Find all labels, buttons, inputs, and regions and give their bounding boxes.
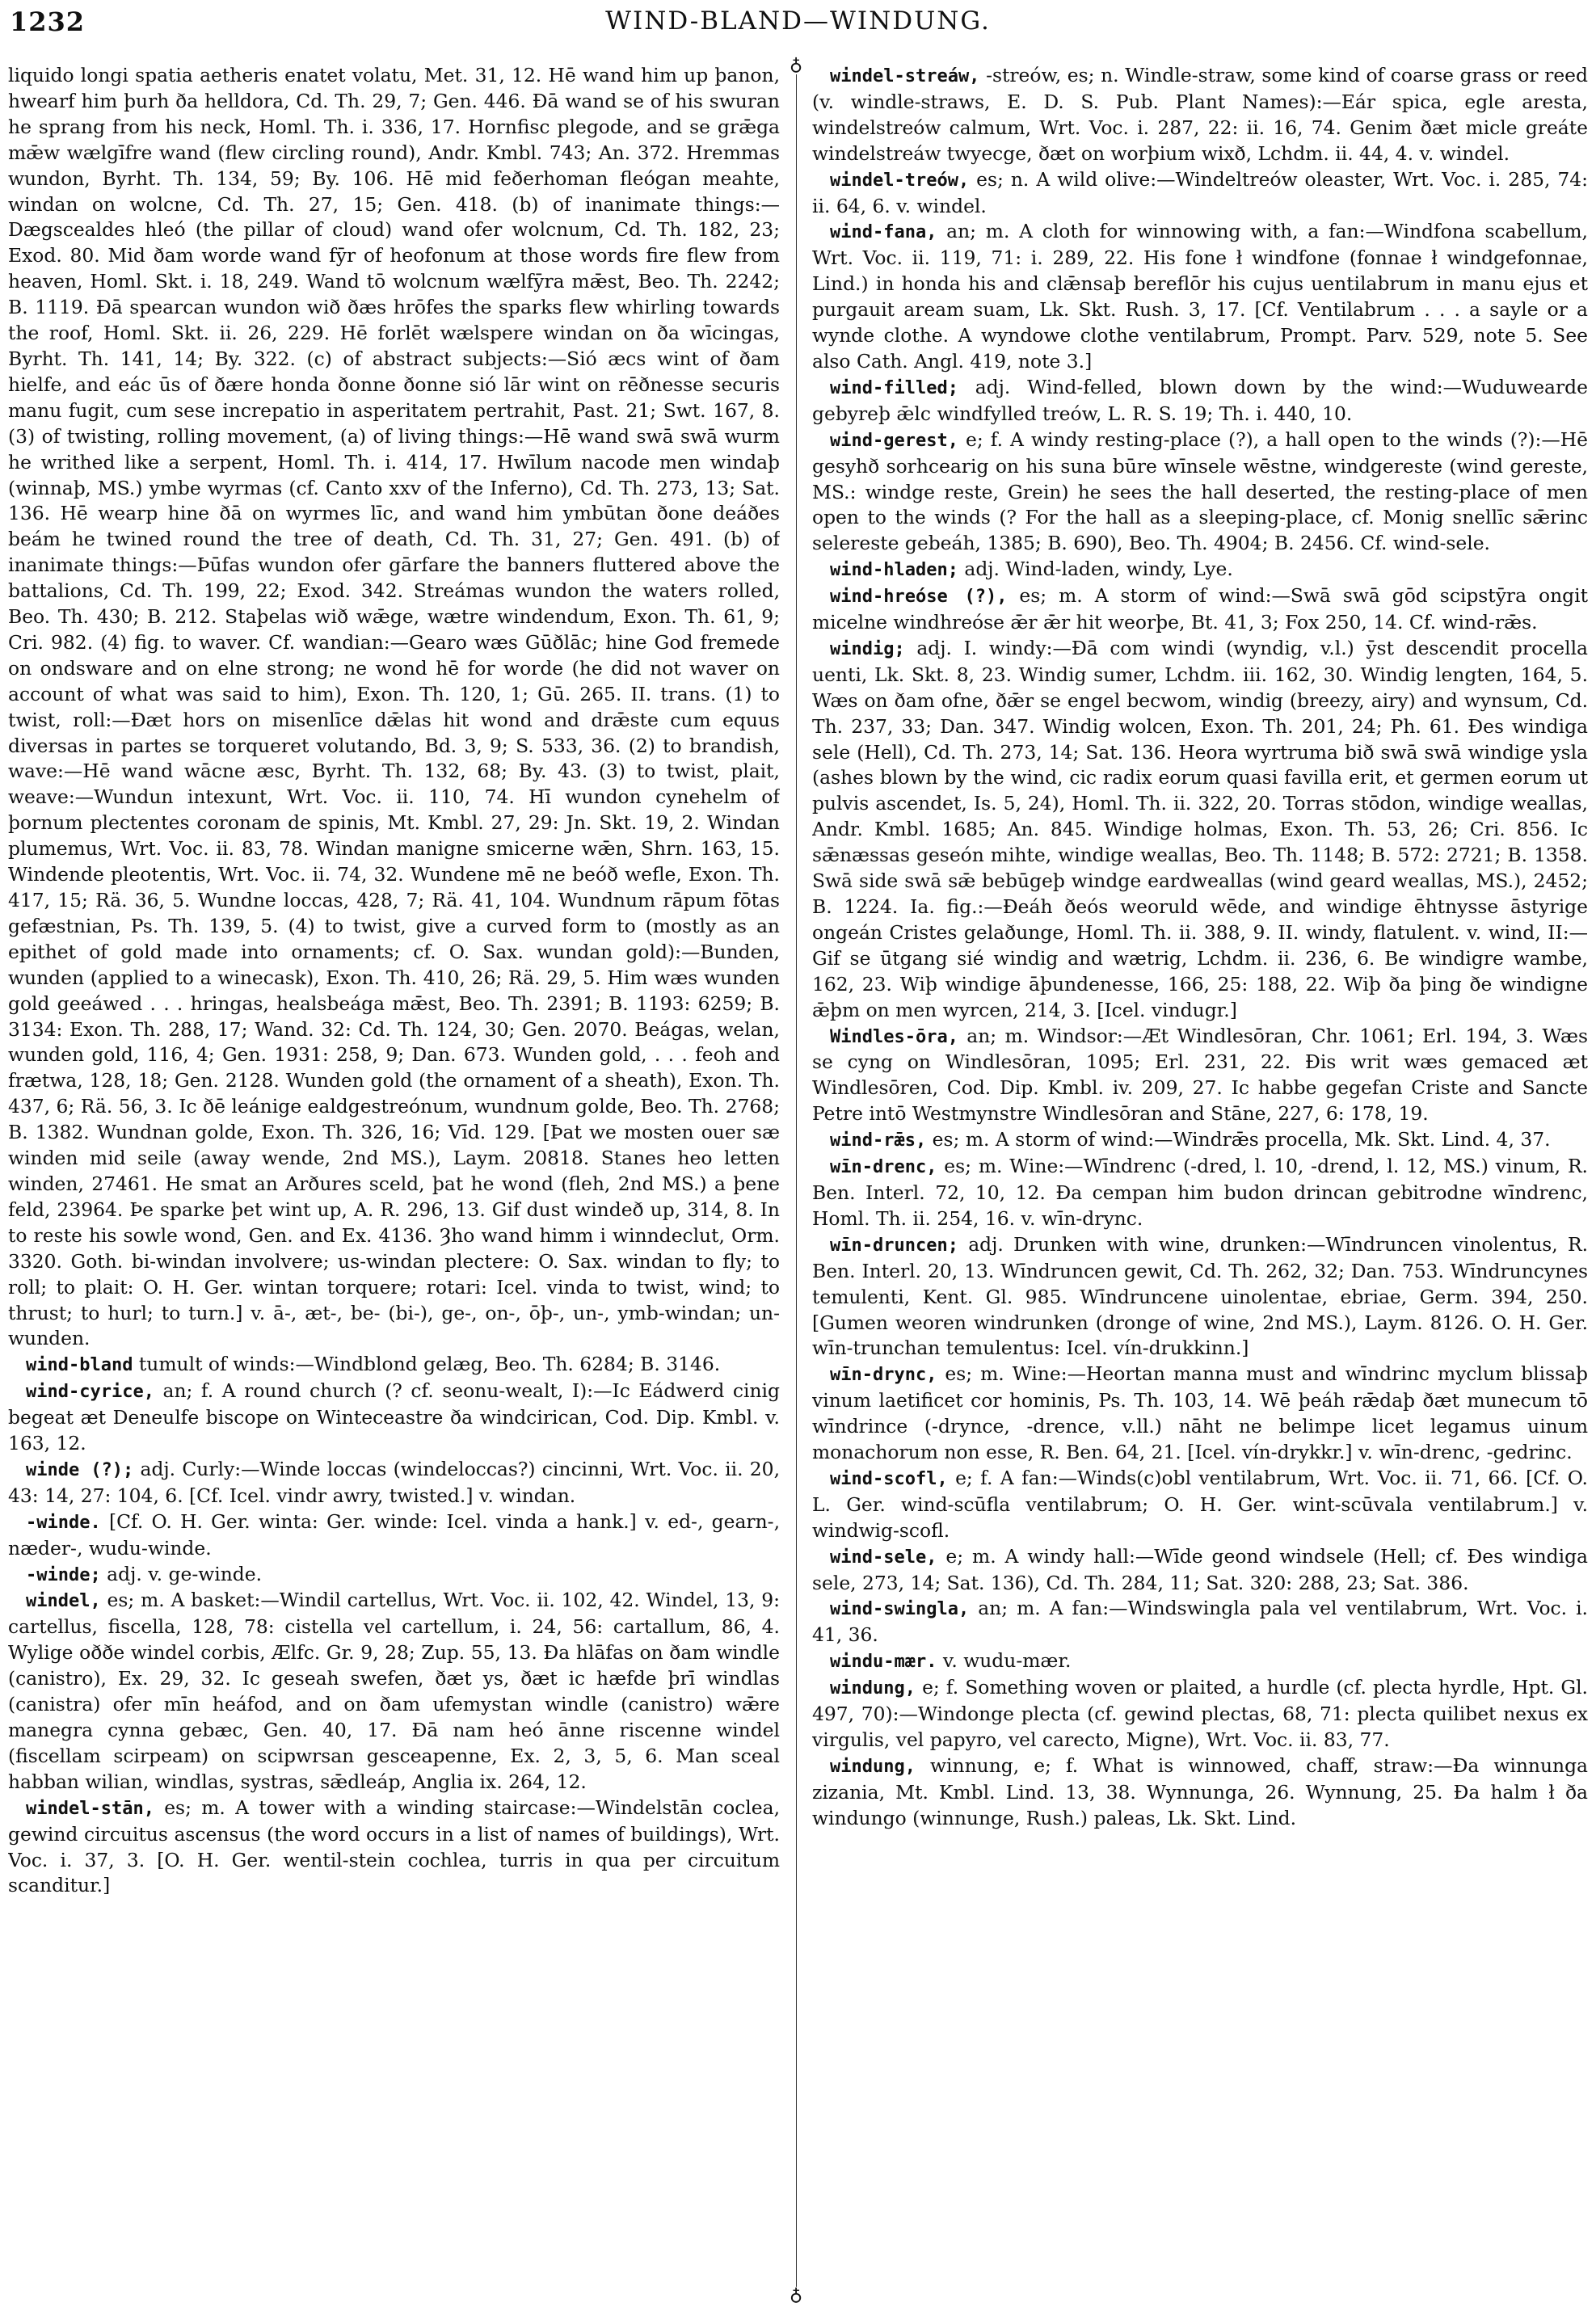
dictionary-entry	[812, 636, 1588, 1024]
entry-text: -streów, es; n. Windle-straw, some kind of coarse grass or reed (v. windle-straws, E. D. S. Pub. Plant Names):—Eár spica, egle aresta, windelstreów calmum, Wrt. Voc. i. 287, 22: ii. 16, 74. Genim ðæt micle greáte windelstreáw twyecge, ðæt on worþium wixð, Lchdm. ii. 44, 4. v. windel.	[812, 64, 1588, 165]
entry-text: an; m. A fan:—Windswingla pala vel ventilabrum, Wrt. Voc. i. 41, 36.	[812, 1597, 1588, 1647]
entry-text: an; m. Windsor:—Æt Windlesōran, Chr. 1061; Erl. 194, 3. Wæs se cyng on Windlesōran, 1095; Erl. 231, 22. Ðis writ wæs gemaced æt Windlesōren, Cod. Dip. Kmbl. iv. 209, 27. Ic habbe gegefan Criste and Sancte Petre intō Westmynstre Windlesōran and Stāne, 227, 6: 178, 19.	[812, 1024, 1588, 1126]
entry-headword: windu-mær.	[830, 1652, 937, 1673]
dictionary-entry	[812, 1154, 1588, 1232]
dictionary-entry	[812, 1596, 1588, 1648]
dictionary-entry	[812, 1675, 1588, 1753]
entry-headword: winde (?);	[26, 1459, 134, 1480]
entry-text: e; m. A windy hall:—Wīde geond windsele (Hell; cf. Ðes windiga sele, 273, 14; Sat. 136), Cd. Th. 284, 11; Sat. 320: 288, 23; Sat. 386.	[812, 1544, 1588, 1594]
dictionary-entry	[812, 167, 1588, 220]
entry-text: adj. I. windy:—Ðā com windi (wyndig, v.l.) ȳst descendit procella uenti, Lk. Skt. 8, 23. Windig sumer, Lchdm. iii. 162, 30. Windig lengten, 164, 5. Wæs on ðam ofne, ðǣr se engel becwom, windig (breezy, airy) and wynsum, Cd. Th. 237, 33; Dan. 347. Windig wolcen, Exon. Th. 201, 24; Ph. 61. Ðes windiga sele (Hell), Cd. Th. 273, 14; Sat. 136. Heora wyrtruma bið swā swā windige ysla (ashes blown by the wind, cic radix eorum quasi favilla erit, et germen eorum ut pulvis ascendet, Is. 5, 24), Homl. Th. ii. 322, 20. Torras stōdon, windige weallas, Andr. Kmbl. 1685; An. 845. Windige holmas, Exon. Th. 53, 26; Cri. 856. Ic sǣnæssas geseón mihte, windige weallas, Beo. Th. 1148; B. 572: 2721; B. 1358. Swā side swā sǣ bebūgeþ windge eardweallas (wind geard weallas, MS.), 2452; B. 1224. Ia. fig.:—Ðeáh ðeós weoruld wēde, and windige ēhtnysse āstyrige ongeán Cristes gelaðunge, Homl. Th. ii. 388, 9. II. windy, flatulent. v. wind, II:—Gif se ūtgang sié windig and wætrig, Lchdm. ii. 236, 6. Be windigre wambe, 162, 23. Wiþ windige āþundenesse, 166, 25: 188, 22. Wiþ ða þing ðe windigne ǣþm on men wyrcen, 214, 3. [Icel. vindugr.]	[812, 636, 1588, 1021]
entry-headword: wind-rǣs,	[830, 1130, 927, 1151]
entry-headword: windung,	[830, 1678, 916, 1699]
entry-text: es; m. Wine:—Heortan manna must and wīndrinc myclum blissaþ vinum laetificet cor hominis, Ps. Th. 103, 14. Wē þeáh rǣdaþ ðæt munecum tō wīndrince (-drynce, -drence, v.ll.) nāht ne belimpe licet legamus uinum monachorum non esse, R. Ben. 64, 21. [Icel. vín-drykkr.] v. wīn-drenc, -gedrinc.	[812, 1362, 1588, 1464]
entry-headword: wind-filled;	[830, 377, 958, 398]
entry-text: adj. Curly:—Winde loccas (windeloccas?) cincinni, Wrt. Voc. ii. 20, 43: 14, 27: 104, 6. [Cf. Icel. vindr awry, twisted.] v. windan.	[8, 1457, 780, 1507]
entry-text: tumult of winds:—Windblond gelæg, Beo. Th. 6284; B. 3146.	[138, 1353, 721, 1376]
entry-headword: windel-treów,	[830, 170, 970, 191]
column-divider	[796, 63, 797, 2301]
ornament-top-icon: ♁	[786, 57, 806, 74]
entry-headword: windung,	[830, 1756, 916, 1777]
right-column	[812, 63, 1588, 2301]
running-head: WIND-BLAND—WINDUNG.	[605, 6, 991, 36]
entry-headword: wind-sele,	[830, 1547, 937, 1568]
entry-headword: wīn-drenc,	[830, 1157, 937, 1178]
entry-text: e; f. A windy resting-place (?), a hall open to the winds (?):—Hē gesyhð sorhcearig on his suna būre wīnsele wēstne, windgereste (wind gereste, MS.: windge reste, Grein) he sees the hall deserted, the resting-place of men open to the winds (? For the hall as a sleeping-place, cf. Monig snellīc sǣrinc selereste gebeáh, 1385; B. 690), Beo. Th. 4904; B. 2456. Cf. wind-sele.	[812, 427, 1588, 555]
left-column	[8, 63, 780, 2301]
entry-headword: wīn-druncen;	[830, 1235, 958, 1256]
dictionary-entry	[812, 557, 1588, 583]
entry-headword: -winde;	[26, 1564, 101, 1585]
dictionary-entry	[8, 1509, 780, 1562]
entry-headword: -winde.	[26, 1512, 101, 1533]
dictionary-entry	[8, 1379, 780, 1457]
entry-text: es; m. A storm of wind:—Swā swā gōd scipstȳra ongit micelne windhreóse ǣr ǣr hit weorþe, Bt. 41, 3; Fox 250, 14. Cf. wind-rǣs.	[812, 584, 1588, 634]
entry-text: es; m. Wine:—Wīndrenc (-dred, l. 10, -drend, l. 12, MS.) vinum, R. Ben. Interl. 72, 10, 12. Ða cempan him budon drincan gebitrodne wīndrenc, Homl. Th. ii. 254, 16. v. wīn-drync.	[812, 1155, 1588, 1230]
dictionary-entry	[812, 427, 1588, 558]
entry-headword: windel-streáw,	[830, 66, 980, 86]
dictionary-entry	[8, 1795, 780, 1900]
entry-text: es; n. A wild olive:—Windeltreów oleaster, Wrt. Voc. i. 285, 74: ii. 64, 6. v. windel.	[812, 167, 1588, 217]
entry-headword: wind-bland	[26, 1355, 133, 1376]
entry-text: adj. Drunken with wine, drunken:—Wīndruncen vinolentus, R. Ben. Interl. 20, 13. Wīndruncen gewit, Cd. Th. 262, 32; Dan. 753. Wīndruncynes temulenti, Kent. Gl. 985. Wīndruncene uinolentae, ebriae, Germ. 394, 250. [Gumen weoren windrunken (dronge of wine, 2nd MS.), Laym. 8126. O. H. Ger. wīn-trunchan temulentus: Icel. vín-drukkinn.]	[812, 1232, 1588, 1360]
entry-headword: wind-hreóse (?),	[830, 587, 1008, 608]
entry-headword: wind-cyrice,	[26, 1382, 154, 1403]
entry-text: an; m. A cloth for winnowing with, a fan:—Windfona scabellum, Wrt. Voc. ii. 119, 71: i. 289, 22. His fone ł windfone (fonnae ł windgefonnae, Lind.) in honda his and clǣnsaþ bereflōr his cujus uentilabrum in manu ejus et purgauit aream suam, Lk. Skt. Rush. 3, 17. [Cf. Ventilabrum . . . a sayle or a wynde clothe. A wyndowe clothe ventilabrum, Prompt. Parv. 529, note 5. See also Cath. Angl. 419, note 3.]	[812, 220, 1588, 373]
entry-headword: windig;	[830, 638, 905, 659]
dictionary-entry	[8, 1562, 780, 1589]
entry-headword: wind-hladen;	[830, 560, 958, 581]
entry-text: adj. Wind-felled, blown down by the wind:—Wuduwearde gebyreþ ǣlc windfylled treów, L. R. S. 19; Th. i. 440, 10.	[812, 375, 1588, 425]
dictionary-entry	[812, 219, 1588, 374]
entry-headword: windel,	[26, 1591, 101, 1612]
dictionary-entry	[812, 1648, 1588, 1675]
entry-text: winnung, e; f. What is winnowed, chaff, straw:—Ða winnunga zizania, Mt. Kmbl. Lind. 13, 38. Wynnunga, 26. Wynnung, 25. Ða halm ł ða windungo (winnunge, Rush.) paleas, Lk. Skt. Lind.	[812, 1753, 1588, 1829]
entry-text: es; m. A basket:—Windil cartellus, Wrt. Voc. ii. 102, 42. Windel, 13, 9: cartellus, fiscella, 128, 78: cistella vel cartellum, i. 24, 56: cartallum, 86, 4. Wylige oððe windel corbis, Ælfc. Gr. 9, 28; Zup. 55, 13. Ða hlāfas on ðam windle (canistro), Ex. 29, 32. Ic geseah swefen, ðæt ys, ðæt ic hæfde þrī windlas (canistra) ofer mīn heáfod, and on ðam ufemystan windle (canistro) wǣre manegra cynna gebæc, Gen. 40, 17. Ðā nam heó ānne riscenne windel (fiscellam scirpeam) on scipwrsan gesceapenne, Ex. 2, 3, 5, 6. Man sceal habban wilian, windlas, systras, sǣdleáp, Anglia ix. 264, 12.	[8, 1589, 780, 1793]
entry-headword: wind-gerest,	[830, 430, 958, 451]
page-number: 1232	[10, 6, 86, 37]
dictionary-entry	[812, 1127, 1588, 1154]
entry-text: e; f. A fan:—Winds(c)obl ventilabrum, Wrt. Voc. ii. 71, 66. [Cf. O. L. Ger. wind-scūfla ventilabrum; O. H. Ger. wint-scūvala ventilabrum.] v. windwig-scofl.	[812, 1466, 1588, 1542]
entry-headword: windel-stān,	[26, 1798, 154, 1819]
entry-text: adj. v. ge-winde.	[107, 1562, 263, 1585]
entry-headword: wīn-drync,	[830, 1365, 937, 1386]
entry-text: [Cf. O. H. Ger. winta: Ger. winde: Icel. vinda a hank.] v. ed-, gearn-, næder-, wudu-winde.	[8, 1509, 780, 1560]
entry-text: es; m. A storm of wind:—Windrǣs procella, Mk. Skt. Lind. 4, 37.	[932, 1128, 1551, 1151]
dictionary-entry	[812, 1466, 1588, 1544]
dictionary-entry	[812, 375, 1588, 427]
dictionary-entry	[812, 1753, 1588, 1832]
entry-text: es; m. A tower with a winding staircase:—Windelstān coclea, gewind circuitus ascensus (the word occurs in a list of names of buildings), Wrt. Voc. i. 37, 3. [O. H. Ger. wentil-stein cochlea, turris in qua per circuitum scanditur.]	[8, 1795, 780, 1897]
entry-headword: wind-fana,	[830, 222, 937, 243]
entry-text: adj. Wind-laden, windy, Lye.	[964, 558, 1233, 581]
entry-text: e; f. Something woven or plaited, a hurdle (cf. plecta hyrdle, Hpt. Gl. 497, 70):—Windonge plecta (cf. gewind plectas, 68, 71: plecta quilibet nexus ex virgulis, vel papyro, vel carecto, Migne), Wrt. Voc. ii. 83, 77.	[812, 1676, 1588, 1751]
dictionary-entry	[812, 1232, 1588, 1362]
dictionary-entry	[8, 63, 780, 1352]
dictionary-entry	[812, 583, 1588, 636]
entry-headword: Windles-ōra,	[830, 1026, 958, 1047]
dictionary-entry	[812, 63, 1588, 167]
dictionary-entry	[812, 1024, 1588, 1128]
entry-text: liquido longi spatia aetheris enatet volatu, Met. 31, 12. Hē wand him up þanon, hwearf him þurh ða helldora, Cd. Th. 29, 7; Gen. 446. Ðā wand se of his swuran he sprang from his neck, Homl. Th. i. 336, 17. Hornfisc plegode, and se grǣga mǣw wælgīfre wand (flew circling round), Andr. Kmbl. 743; An. 372. Hremmas wundon, Byrht. Th. 134, 59; By. 106. Hē mid feðerhoman fleógan meahte, windan on wolcne, Cd. Th. 27, 15; Gen. 418. (b) of inanimate things:—Dægscealdes hleó (the pillar of cloud) wand ofer wolcnum, Cd. Th. 182, 23; Exod. 80. Mid ðam worde wand fȳr of heofonum at those words fire flew from heaven, Homl. Skt. i. 18, 249. Wand tō wolcnum wælfȳra mǣst, Beo. Th. 2242; B. 1119. Ðā spearcan wundon wið ðæs hrōfes the sparks flew whirling towards the roof, Homl. Skt. ii. 26, 229. Hē forlēt wælspere windan on ða wīcingas, Byrht. Th. 141, 14; By. 322. (c) of abstract subjects:—Sió æcs wint of ðam hielfe, and eác ūs of ðære honda ðonne ðonne sió lār wint on rēðnesse securis manu fugit, cum sese increpatio in asperitatem pertrahit, Past. 21; Swt. 167, 8. (3) of twisting, rolling movement, (a) of living things:—Hē wand swā swā wurm he writhed like a serpent, Homl. Th. i. 414, 17. Hwīlum nacode men windaþ (winnaþ, MS.) ymbe wyrmas (cf. Canto xxv of the Inferno), Cd. Th. 273, 13; Sat. 136. Hē wearp hine ðā on wyrmes līc, and wand him ymbūtan ðone deáðes beám he twined round the tree of death, Cd. Th. 31, 27; Gen. 491. (b) of inanimate things:—Þūfas wundon ofer gārfare the banners fluttered above the battalions, Cd. Th. 199, 22; Exod. 342. Streámas wundon the waters rolled, Beo. Th. 430; B. 212. Staþelas wið wǣge, wætre windendum, Exon. Th. 61, 9; Cri. 982. (4) fig. to waver. Cf. wandian:—Gearo wæs Gūðlāc; hine God fremede on ondsware and on elne strong; ne wond hē for worde (he did not waver on account of what was said to him), Exon. Th. 120, 1; Gū. 265. II. trans. (1) to twist, roll:—Ðæt hors on misenlīce dǣlas hit wond and drǣste cum equus diversas in partes se torqueret volutando, Bd. 3, 9; S. 533, 36. (2) to brandish, wave:—Hē wand wācne æsc, Byrht. Th. 132, 68; By. 43. (3) to twist, plait, weave:—Wundun intexunt, Wrt. Voc. ii. 110, 74. Hī wundon cynehelm of þornum plectentes coronam de spinis, Mt. Kmbl. 27, 29: Jn. Skt. 19, 2. Windan plumemus, Wrt. Voc. ii. 83, 78. Windan manigne smicerne wǣn, Shrn. 163, 15. Windende pleotentis, Wrt. Voc. ii. 74, 32. Wundene mē ne beóð wefle, Exon. Th. 417, 15; Rä. 36, 5. Wundne loccas, 428, 7; Rä. 41, 104. Wundnum rāpum fōtas gefæstnian, Ps. Th. 139, 5. (4) to twist, give a curved form to (mostly as an epithet of gold made into ornaments; cf. O. Sax. wundan gold):—Bunden, wunden (applied to a winecask), Exon. Th. 410, 26; Rä. 29, 5. Him wæs wunden gold geeáwed . . . hringas, healsbeága mǣst, Beo. Th. 2391; B. 1193: 6259; B. 3134: Exon. Th. 288, 17; Wand. 32: Cd. Th. 124, 30; Gen. 2070. Beágas, welan, wunden gold, 116, 4; Gen. 1931: 258, 9; Dan. 673. Wunden gold, . . . feoh and frætwa, 128, 18; Gen. 2128. Wunden gold (the ornament of a sheath), Exon. Th. 437, 6; Rä. 56, 3. Ic ðē leánige ealdgestreónum, wundnum golde, Beo. Th. 2768; B. 1382. Wundnan golde, Exon. Th. 326, 16; Vīd. 129. [Þat we mosten ouer sæ winden mid seile (away wende, 2nd MS.), Laym. 20818. Stanes heo letten winden, 27461. He smat an Arðures sceld, þat he wond (fleh, 2nd MS.) a þene feld, 23964. Þe sparke þet wint up, A. R. 296, 13. Gif dust windeð up, 314, 8. In to reste his sowle wond, Gen. and Ex. 4136. Ȝho wand himm i winndeclut, Orm. 3320. Goth. bi-windan involvere; us-windan plectere: O. Sax. windan to fly; to roll; to plait: O. H. Ger. wintan torquere; rotari: Icel. vinda to twist, wind; to thrust; to hurl; to turn.] v. ā-, æt-, be- (bi-), ge-, on-, ōþ-, un-, ymb-windan; un-wunden.	[8, 64, 780, 1350]
entry-headword: wind-swingla,	[830, 1599, 970, 1620]
dictionary-entry	[8, 1588, 780, 1795]
entry-text: v. wudu-mær.	[942, 1649, 1072, 1673]
dictionary-entry	[8, 1457, 780, 1509]
dictionary-entry	[8, 1352, 780, 1379]
dictionary-entry	[812, 1362, 1588, 1466]
dictionary-entry	[812, 1544, 1588, 1597]
ornament-bottom-icon: ♁	[786, 2287, 806, 2305]
entry-text: an; f. A round church (? cf. seonu-wealt, I):—Ic Eádwerd cinig begeat æt Deneulfe biscope on Winteceastre ða windcirican, Cod. Dip. Kmbl. v. 163, 12.	[8, 1379, 780, 1455]
entry-headword: wind-scofl,	[830, 1468, 948, 1489]
